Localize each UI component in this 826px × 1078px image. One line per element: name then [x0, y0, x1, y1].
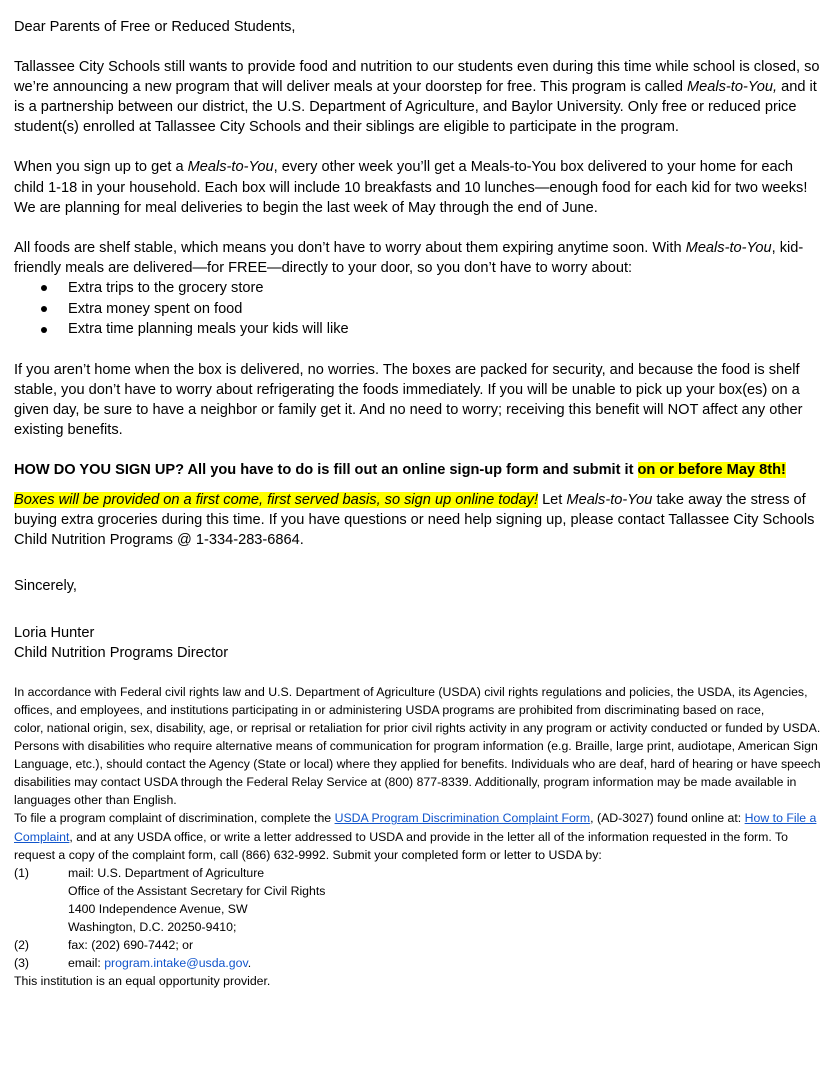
- first-come-highlight: Boxes will be provided on a first come, first served basis, so sign up online today!: [14, 492, 539, 509]
- list-item: Extra money spent on food: [14, 299, 822, 320]
- statement-line: In accordance with Federal civil rights law and U.S. Department of Agriculture (USDA) civil rights regulations and policies, the USDA, its Agencies, offices, and employees, and institutions participating in or administering USDA programs are prohibited from discriminating based on race,: [14, 684, 808, 717]
- equal-opportunity-line: This institution is an equal opportunity provider.: [14, 974, 271, 989]
- how-to-file-link[interactable]: How to File a Complaint: [14, 811, 817, 844]
- email-option: (3) email: program.intake@usda.gov.: [14, 956, 252, 971]
- signer-title: Child Nutrition Programs Director: [14, 644, 229, 661]
- letter-page: [14, 17, 822, 990]
- paragraph-box-details: When you sign up to get a Meals-to-You, every other week you’ll get a Meals-to-You box delivered to your home for each child 1-18 in your household. Each box will include 10 breakfasts and 10 lunches—enough food for each kid for two weeks! We are planning for meal deliveries to begin the last week of May through the end of June.: [14, 159, 808, 216]
- list-item: Extra time planning meals your kids will like: [14, 319, 822, 340]
- fax-option: (2) fax: (202) 690-7442; or: [14, 938, 194, 953]
- program-name: Meals-to-You: [685, 239, 772, 256]
- closing: Sincerely,: [14, 578, 77, 595]
- signup-heading: HOW DO YOU SIGN UP? All you have to do is fill out an online sign-up form and submit it on or before May 8th!: [14, 462, 786, 479]
- mail-address-line: Washington, D.C. 20250-9410;: [68, 919, 237, 934]
- mail-option: (1) mail: U.S. Department of Agriculture: [14, 865, 265, 880]
- paragraph-first-come: Boxes will be provided on a first come, first served basis, so sign up online today! Let Meals-to-You take away the stress of buying extra groceries during this time. If you have questions or need help signing up, please contact Tallassee City Schools Child Nutrition Programs @ 1-334-283-6864.: [14, 492, 815, 549]
- statement-line: Persons with disabilities who require alternative means of communication for program information (e.g. Braille, large print, audiotape, American Sign Language, etc.), should contact the Agency (State or local) where they applied for benefits. Individuals who are deaf, hard of hearing or have speech disabilities may contact USDA through the Federal Relay Service at (800) 877-8339. Additionally, program information may be made available in languages other than English.: [14, 739, 821, 808]
- worry-list: [14, 278, 822, 340]
- greeting: Dear Parents of Free or Reduced Students,: [14, 19, 296, 35]
- email-link[interactable]: program.intake@usda.gov: [104, 956, 248, 971]
- paragraph-delivery: If you aren’t home when the box is delivered, no worries. The boxes are packed for security, and because the food is shelf stable, you don’t have to worry about refrigerating the foods immediately. If you will be unable to pick up your box(es) on a given day, be sure to have a neighbor or family get it. And no need to worry; receiving this benefit will NOT affect any other existing benefits.: [14, 361, 803, 438]
- signer-name: Loria Hunter: [14, 624, 95, 641]
- paragraph-shelf-stable: All foods are shelf stable, which means you don’t have to worry about them expiring anytime soon. With Meals-to-You, kid-friendly meals are delivered—for FREE—directly to your door, so you don’t have to worry about:: [14, 239, 804, 276]
- statement-line: To file a program complaint of discrimination, complete the USDA Program Discrimination Complaint Form, (AD-3027) found online at: How to File a Complaint, and at any USDA office, or write a letter addressed to USDA and provide in the letter all of the information requested in the form. To request a copy of the complaint form, call (866) 632-9992. Submit your completed form or letter to USDA by:: [14, 811, 817, 862]
- nondiscrimination-statement: [14, 683, 822, 991]
- program-name: Meals-to-You: [566, 492, 653, 509]
- program-name: Meals-to-You: [187, 159, 274, 176]
- deadline-highlight: on or before May 8th!: [637, 462, 786, 479]
- complaint-form-link[interactable]: USDA Program Discrimination Complaint Form: [334, 811, 591, 826]
- mail-address-line: 1400 Independence Avenue, SW: [68, 901, 248, 916]
- statement-line: color, national origin, sex, disability, age, or reprisal or retaliation for prior civil rights activity in any program or activity conducted or funded by USDA.: [14, 720, 821, 735]
- paragraph-intro: Tallassee City Schools still wants to provide food and nutrition to our students even during this time while school is closed, so we’re announcing a new program that will deliver meals at your doorstep for free. This program is called Meals-to-You, and it is a partnership between our district, the U.S. Department of Agriculture, and Baylor University. Only free or reduced price student(s) enrolled at Tallassee City Schools and their siblings are eligible to participate in the program.: [14, 59, 820, 136]
- list-item: Extra trips to the grocery store: [14, 278, 822, 299]
- program-name: Meals-to-You,: [687, 79, 778, 96]
- mail-address-line: Office of the Assistant Secretary for Civil Rights: [68, 883, 326, 898]
